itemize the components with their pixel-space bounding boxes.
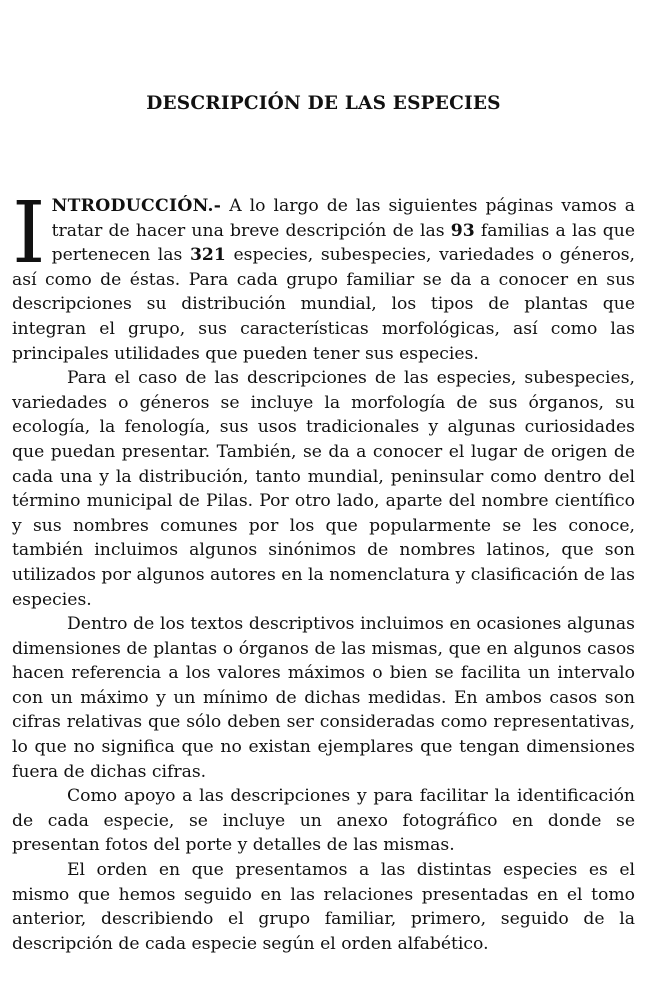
intro-text-3: especies, subespecies, variedades o géneros, así como de éstas. Para cada grupo familiar se da a conocer en sus descripciones su distribución mundial, los tipos de plantas que integran el grupo, sus características morfológicas, así como las principales utilidades que pueden tener sus especies. xyxy=(12,245,635,364)
paragraph-photo-annex: Como apoyo a las descripciones y para facilitar la identificación de cada especie, se incluye un anexo fotográfico en donde se presentan fotos del porte y detalles de las mismas. xyxy=(12,786,635,856)
paragraph-dimensions: Dentro de los textos descriptivos incluimos en ocasiones algunas dimensiones de plantas o órganos de las mismas, que en algunos casos hacen referencia a los valores máximos o bien se facilita un intervalo con un máximo y un mínimo de dichas medidas. En ambos casos son cifras relativas que sólo deben ser consideradas como representativas, lo que no significa que no existan ejemplares que tengan dimensiones fuera de dichas cifras. xyxy=(12,614,635,782)
paragraph-order: El orden en que presentamos a las distintas especies es el mismo que hemos seguido en las relaciones presentadas en el tomo anterior, describiendo el grupo familiar, primero, seguido de la descripción de cada especie según el orden alfabético. xyxy=(12,860,635,954)
intro-lead: NTRODUCCIÓN.- xyxy=(51,196,222,216)
drop-cap: I xyxy=(12,184,46,283)
intro-paragraph xyxy=(12,184,635,366)
intro-text-2: familias a las que pertenecen las xyxy=(51,220,635,266)
body-text xyxy=(12,184,635,956)
book-page xyxy=(12,0,635,986)
page-title: DESCRIPCIÓN DE LAS ESPECIES xyxy=(146,93,501,114)
families-count: 93 xyxy=(450,220,475,241)
intro-text-1: A lo largo de las siguientes páginas vamos a tratar de hacer una breve descripción de las xyxy=(51,196,635,241)
species-count: 321 xyxy=(189,245,226,266)
paragraph-descriptions: Para el caso de las descripciones de las especies, subespecies, variedades o géneros se incluye la morfología de sus órganos, su ecología, la fenología, sus usos tradicionales y algunas curiosidades que puedan presentar. También, se da a conocer el lugar de origen de cada una y la distribución, tanto mundial, peninsular como dentro del término municipal de Pilas. Por otro lado, aparte del nombre científico y sus nombres comunes por los que popularmente se les conoce, también incluimos algunos sinónimos de nombres latinos, que son utilizados por algunos autores en la nomenclatura y clasificación de las especies. xyxy=(12,368,635,610)
